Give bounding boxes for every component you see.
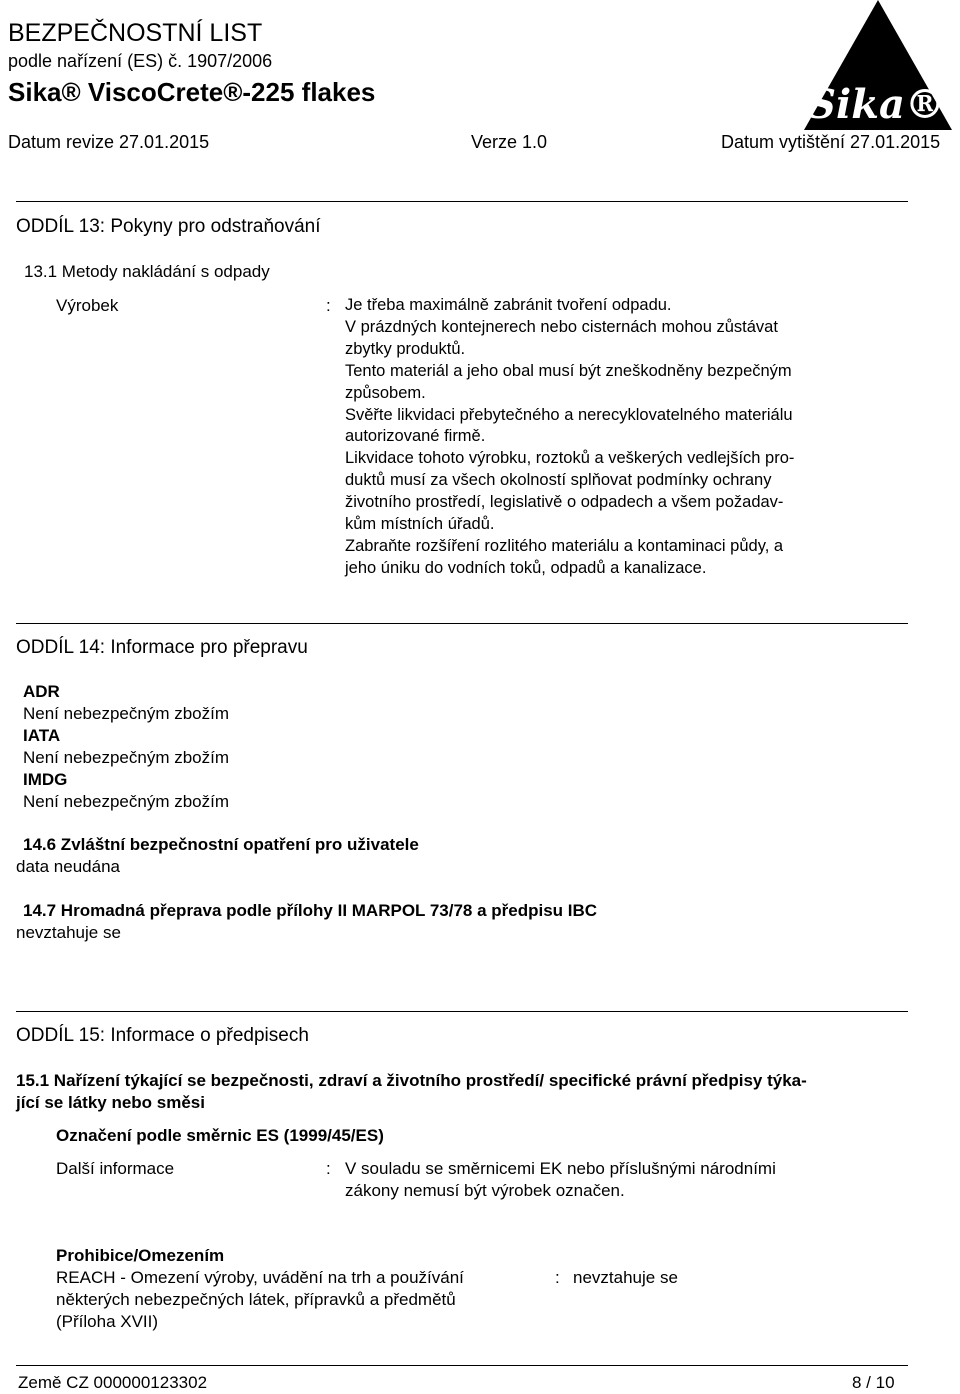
further-info-label: Další informace (56, 1159, 175, 1178)
reach-line2: některých nebezpečných látek, přípravků a předmětů (56, 1290, 456, 1309)
colon-separator: : (555, 1268, 560, 1287)
text-line: životního prostředí, legislativě o odpadech a všem požadav- (345, 493, 784, 512)
print-date: Datum vytištění 27.01.2015 (721, 132, 941, 152)
prohibition-heading: Prohibice/Omezením (56, 1246, 225, 1265)
sika-logo (800, 0, 952, 130)
text-line: autorizované firmě. (345, 427, 486, 446)
section-divider (16, 623, 908, 624)
section-13-1-heading: 13.1 Metody nakládání s odpady (24, 262, 270, 281)
reach-value: nevztahuje se (573, 1268, 678, 1287)
section-14-heading: ODDÍL 14: Informace pro přepravu (16, 637, 308, 658)
reach-line1: REACH - Omezení výroby, uvádění na trh a používání (56, 1268, 464, 1287)
iata-value: Není nebezpečným zbožím (23, 748, 229, 767)
text-line: Likvidace tohoto výrobku, roztoků a veškerých vedlejších pro- (345, 449, 795, 468)
section-15-heading: ODDÍL 15: Informace o předpisech (16, 1025, 309, 1046)
version-number: Verze 1.0 (471, 132, 548, 152)
text-line: zbytky produktů. (345, 339, 466, 358)
text-line: způsobem. (345, 383, 426, 402)
waste-product-label: Výrobek (56, 296, 119, 315)
text-line: duktů musí za všech okolností splňovat podmínky ochrany (345, 471, 772, 490)
document-title: BEZPEČNOSTNÍ LIST (8, 19, 263, 47)
waste-disposal-text (345, 295, 794, 580)
text-line: kům místních úřadů. (345, 515, 495, 534)
colon-separator: : (326, 1159, 331, 1178)
section-14-6-heading: 14.6 Zvláštní bezpečnostní opatření pro uživatele (23, 835, 419, 854)
text-line: jeho úniku do vodních toků, odpadů a kanalizace. (345, 558, 707, 577)
footer-page-number: 8 / 10 (852, 1373, 895, 1392)
footer-divider (16, 1365, 908, 1366)
text-line: Svěřte likvidaci přebytečného a nerecyklovatelného materiálu (345, 405, 793, 424)
text-line: V prázdných kontejnerech nebo cisternách mohou zůstávat (345, 317, 778, 336)
further-info-line1: V souladu se směrnicemi EK nebo příslušnými národními (345, 1159, 776, 1178)
adr-label: ADR (23, 682, 60, 701)
colon-separator: : (326, 296, 331, 315)
text-line: Zabraňte rozšíření rozlitého materiálu a kontaminaci půdy, a (345, 536, 784, 555)
section-14-7-heading: 14.7 Hromadná přeprava podle přílohy II MARPOL 73/78 a předpisu IBC (23, 901, 598, 920)
section-divider (16, 201, 908, 202)
imdg-label: IMDG (23, 770, 68, 789)
section-15-1-heading-line2: jící se látky nebo směsi (16, 1093, 205, 1112)
regulation-subtitle: podle nařízení (ES) č. 1907/2006 (8, 51, 273, 71)
section-13-heading: ODDÍL 13: Pokyny pro odstraňování (16, 216, 321, 237)
text-line: Je třeba maximálně zabránit tvoření odpadu. (345, 296, 672, 314)
text-line: Tento materiál a jeho obal musí být zneškodněny bezpečným (345, 361, 792, 380)
section-15-1-heading-line1: 15.1 Nařízení týkající se bezpečnosti, zdraví a životního prostředí/ specifické právní předpisy týka- (16, 1071, 807, 1090)
product-name: Sika® ViscoCrete®-225 flakes (8, 77, 376, 107)
section-14-7-value: nevztahuje se (16, 923, 121, 942)
imdg-value: Není nebezpečným zbožím (23, 792, 229, 811)
section-14-6-value: data neudána (16, 857, 120, 876)
adr-value: Není nebezpečným zbožím (23, 704, 229, 723)
marking-heading: Označení podle směrnic ES (1999/45/ES) (56, 1126, 384, 1145)
revision-date: Datum revize 27.01.2015 (8, 132, 210, 152)
further-info-line2: zákony nemusí být výrobek označen. (345, 1181, 625, 1200)
logo-text: Sika® (807, 81, 945, 128)
iata-label: IATA (23, 726, 61, 745)
footer-country-code: Země CZ 000000123302 (18, 1373, 208, 1392)
section-divider (16, 1011, 908, 1012)
reach-line3: (Příloha XVII) (56, 1312, 159, 1331)
